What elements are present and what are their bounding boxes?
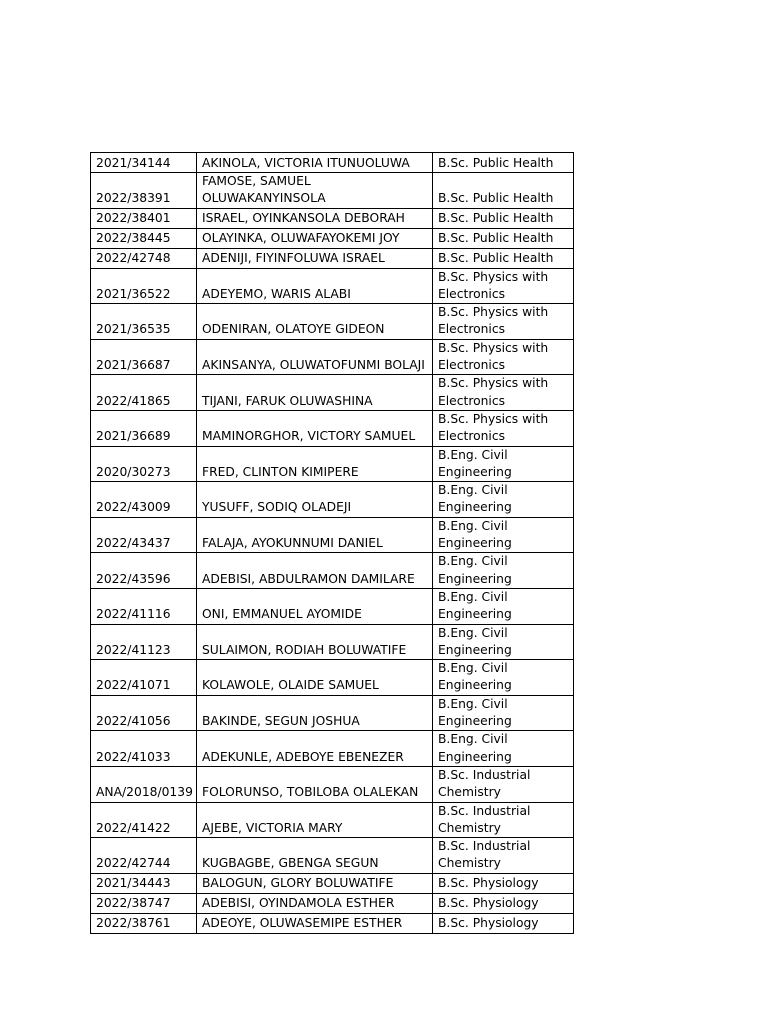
student-name-cell: KUGBAGBE, GBENGA SEGUN bbox=[197, 838, 433, 874]
programme-cell: B.Sc. Industrial Chemistry bbox=[433, 838, 574, 874]
student-name-cell: SULAIMON, RODIAH BOLUWATIFE bbox=[197, 624, 433, 660]
programme-cell: B.Sc. Public Health bbox=[433, 208, 574, 228]
table-row bbox=[91, 339, 574, 375]
programme-cell: B.Sc. Physics with Electronics bbox=[433, 410, 574, 446]
matric-number-cell: 2022/43437 bbox=[91, 517, 197, 553]
programme-cell: B.Eng. Civil Engineering bbox=[433, 446, 574, 482]
student-name-cell: BAKINDE, SEGUN JOSHUA bbox=[197, 695, 433, 731]
matric-number-cell: 2022/41422 bbox=[91, 802, 197, 838]
table-row bbox=[91, 624, 574, 660]
programme-cell: B.Sc. Public Health bbox=[433, 173, 574, 209]
student-name-cell: ADEKUNLE, ADEBOYE EBENEZER bbox=[197, 731, 433, 767]
programme-cell: B.Sc. Public Health bbox=[433, 248, 574, 268]
student-name-cell: ADEYEMO, WARIS ALABI bbox=[197, 268, 433, 304]
table-row bbox=[91, 248, 574, 268]
table-row bbox=[91, 695, 574, 731]
student-name-cell: YUSUFF, SODIQ OLADEJI bbox=[197, 482, 433, 518]
matric-number-cell: 2022/43596 bbox=[91, 553, 197, 589]
matric-number-cell: 2022/38761 bbox=[91, 913, 197, 933]
table-row bbox=[91, 268, 574, 304]
table-row bbox=[91, 893, 574, 913]
table-row bbox=[91, 446, 574, 482]
matric-number-cell: 2021/36689 bbox=[91, 410, 197, 446]
student-name-cell: ADEBISI, ABDULRAMON DAMILARE bbox=[197, 553, 433, 589]
programme-cell: B.Sc. Physics with Electronics bbox=[433, 304, 574, 340]
programme-cell: B.Sc. Public Health bbox=[433, 228, 574, 248]
matric-number-cell: 2020/30273 bbox=[91, 446, 197, 482]
student-name-cell: FRED, CLINTON KIMIPERE bbox=[197, 446, 433, 482]
table-row bbox=[91, 304, 574, 340]
matric-number-cell: 2022/41865 bbox=[91, 375, 197, 411]
programme-cell: B.Sc. Industrial Chemistry bbox=[433, 802, 574, 838]
matric-number-cell: 2022/42744 bbox=[91, 838, 197, 874]
programme-cell: B.Sc. Physiology bbox=[433, 893, 574, 913]
programme-cell: B.Sc. Public Health bbox=[433, 153, 574, 173]
table-row bbox=[91, 838, 574, 874]
programme-cell: B.Sc. Industrial Chemistry bbox=[433, 766, 574, 802]
matric-number-cell: 2022/41071 bbox=[91, 660, 197, 696]
programme-cell: B.Sc. Physics with Electronics bbox=[433, 339, 574, 375]
table-row bbox=[91, 153, 574, 173]
student-name-cell: AJEBE, VICTORIA MARY bbox=[197, 802, 433, 838]
programme-cell: B.Eng. Civil Engineering bbox=[433, 695, 574, 731]
student-name-cell: ISRAEL, OYINKANSOLA DEBORAH bbox=[197, 208, 433, 228]
table-row bbox=[91, 553, 574, 589]
student-records-table bbox=[90, 152, 574, 934]
records-table-body bbox=[91, 153, 574, 934]
table-row bbox=[91, 410, 574, 446]
table-row bbox=[91, 208, 574, 228]
programme-cell: B.Sc. Physics with Electronics bbox=[433, 268, 574, 304]
student-name-cell: ADENIJI, FIYINFOLUWA ISRAEL bbox=[197, 248, 433, 268]
programme-cell: B.Eng. Civil Engineering bbox=[433, 517, 574, 553]
matric-number-cell: 2021/34144 bbox=[91, 153, 197, 173]
student-name-cell: AKINOLA, VICTORIA ITUNUOLUWA bbox=[197, 153, 433, 173]
programme-cell: B.Eng. Civil Engineering bbox=[433, 731, 574, 767]
matric-number-cell: 2021/36687 bbox=[91, 339, 197, 375]
student-name-cell: KOLAWOLE, OLAIDE SAMUEL bbox=[197, 660, 433, 696]
table-row bbox=[91, 517, 574, 553]
matric-number-cell: 2022/38401 bbox=[91, 208, 197, 228]
table-row bbox=[91, 228, 574, 248]
programme-cell: B.Eng. Civil Engineering bbox=[433, 588, 574, 624]
student-name-cell: BALOGUN, GLORY BOLUWATIFE bbox=[197, 873, 433, 893]
student-name-cell: FOLORUNSO, TOBILOBA OLALEKAN bbox=[197, 766, 433, 802]
programme-cell: B.Sc. Physiology bbox=[433, 873, 574, 893]
student-name-cell: ADEBISI, OYINDAMOLA ESTHER bbox=[197, 893, 433, 913]
matric-number-cell: 2021/34443 bbox=[91, 873, 197, 893]
programme-cell: B.Sc. Physiology bbox=[433, 913, 574, 933]
programme-cell: B.Eng. Civil Engineering bbox=[433, 660, 574, 696]
programme-cell: B.Sc. Physics with Electronics bbox=[433, 375, 574, 411]
matric-number-cell: 2022/42748 bbox=[91, 248, 197, 268]
student-name-cell: MAMINORGHOR, VICTORY SAMUEL bbox=[197, 410, 433, 446]
student-name-cell: FAMOSE, SAMUEL OLUWAKANYINSOLA bbox=[197, 173, 433, 209]
matric-number-cell: 2022/38747 bbox=[91, 893, 197, 913]
student-name-cell: OLAYINKA, OLUWAFAYOKEMI JOY bbox=[197, 228, 433, 248]
table-row bbox=[91, 173, 574, 209]
programme-cell: B.Eng. Civil Engineering bbox=[433, 553, 574, 589]
student-name-cell: AKINSANYA, OLUWATOFUNMI BOLAJI bbox=[197, 339, 433, 375]
table-row bbox=[91, 588, 574, 624]
matric-number-cell: 2022/41116 bbox=[91, 588, 197, 624]
programme-cell: B.Eng. Civil Engineering bbox=[433, 482, 574, 518]
table-row bbox=[91, 731, 574, 767]
matric-number-cell: 2021/36535 bbox=[91, 304, 197, 340]
matric-number-cell: 2021/36522 bbox=[91, 268, 197, 304]
table-row bbox=[91, 873, 574, 893]
table-row bbox=[91, 660, 574, 696]
table-row bbox=[91, 375, 574, 411]
table-row bbox=[91, 482, 574, 518]
student-name-cell: ADEOYE, OLUWASEMIPE ESTHER bbox=[197, 913, 433, 933]
student-name-cell: TIJANI, FARUK OLUWASHINA bbox=[197, 375, 433, 411]
student-name-cell: ONI, EMMANUEL AYOMIDE bbox=[197, 588, 433, 624]
programme-cell: B.Eng. Civil Engineering bbox=[433, 624, 574, 660]
table-row bbox=[91, 802, 574, 838]
matric-number-cell: 2022/38391 bbox=[91, 173, 197, 209]
matric-number-cell: 2022/41123 bbox=[91, 624, 197, 660]
matric-number-cell: 2022/41056 bbox=[91, 695, 197, 731]
student-name-cell: ODENIRAN, OLATOYE GIDEON bbox=[197, 304, 433, 340]
matric-number-cell: 2022/41033 bbox=[91, 731, 197, 767]
table-row bbox=[91, 913, 574, 933]
matric-number-cell: 2022/43009 bbox=[91, 482, 197, 518]
matric-number-cell: ANA/2018/0139 bbox=[91, 766, 197, 802]
student-name-cell: FALAJA, AYOKUNNUMI DANIEL bbox=[197, 517, 433, 553]
matric-number-cell: 2022/38445 bbox=[91, 228, 197, 248]
table-row bbox=[91, 766, 574, 802]
